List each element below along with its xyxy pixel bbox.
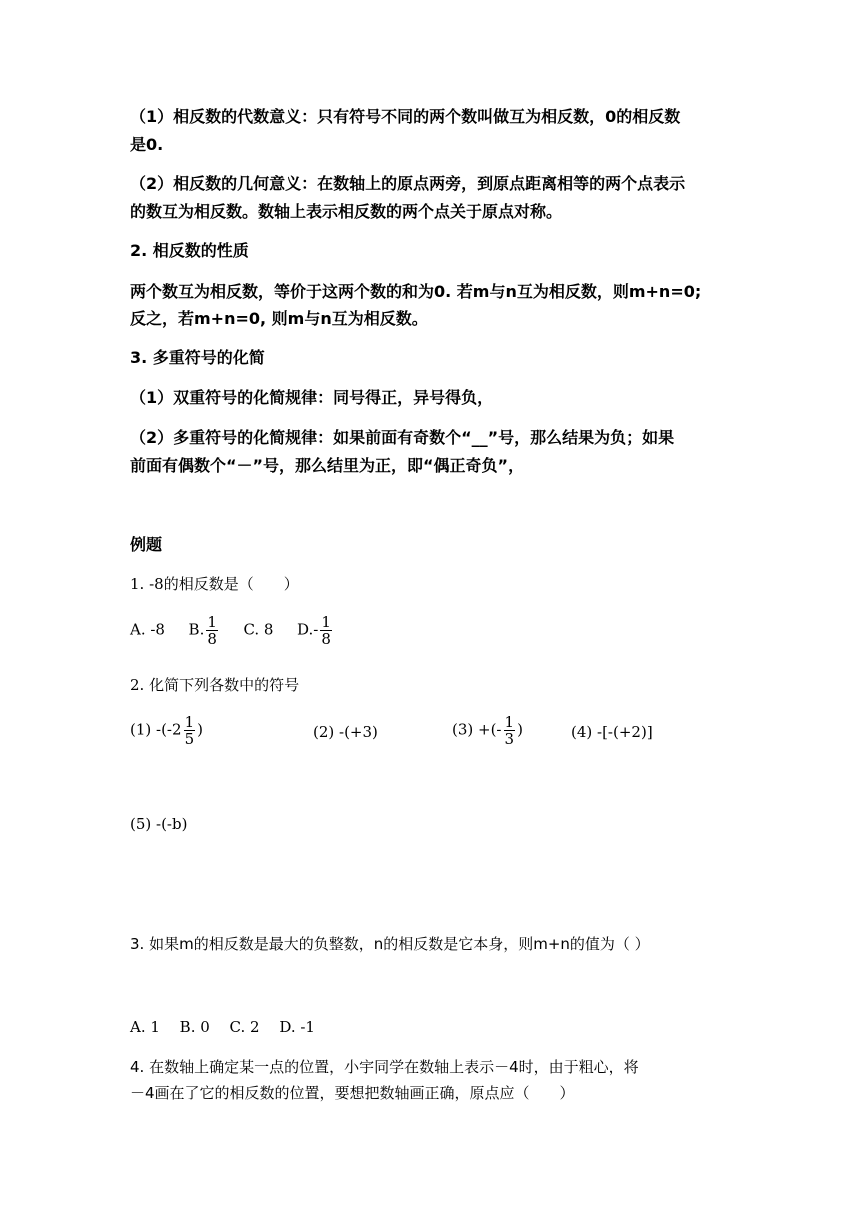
option-d-label: D.- bbox=[297, 620, 319, 639]
question-2-item-3: (3) +(- $\frac{1}{3}$ ) bbox=[452, 713, 523, 748]
question-2-stem: 2. 化简下列各数中的符号 bbox=[130, 676, 300, 694]
option-a: A. -8 bbox=[130, 620, 165, 639]
fraction-one-eighth-negative: $\frac{1}{8}$ bbox=[321, 613, 331, 648]
paragraph-properties-line1: 两个数互为相反数，等价于这两个数的和为0. 若m与n互为相反数，则m+n=0; bbox=[130, 282, 702, 301]
question-3-stem: 3. 如果m的相反数是最大的负整数，n的相反数是它本身，则m+n的值为（ ） bbox=[130, 935, 650, 953]
paragraph-properties-line2: 反之，若m+n=0, 则m与n互为相反数。 bbox=[130, 309, 428, 328]
fraction-one-fifth: $\frac{1}{5}$ bbox=[184, 713, 195, 748]
question-2-item-2: (2) -(+3) bbox=[313, 723, 378, 741]
paragraph-double-sign-rule: （1）双重符号的化简规律：同号得正，异号得负， bbox=[130, 388, 494, 407]
heading-properties: 2. 相反数的性质 bbox=[130, 241, 249, 260]
paragraph-geometric-meaning-line2: 的数互为相反数。数轴上表示相反数的两个点关于原点对称。 bbox=[130, 202, 563, 221]
heading-multiple-signs: 3. 多重符号的化简 bbox=[130, 348, 265, 367]
question-2-item-1: (1) -(-2 $\frac{1}{5}$ ) bbox=[130, 713, 203, 748]
question-1-stem: 1. -8的相反数是（ ） bbox=[130, 575, 299, 593]
paragraph-multiple-sign-rule-line1: （2）多重符号的化简规律：如果前面有奇数个“__”号，那么结果为负；如果 bbox=[130, 428, 675, 447]
fraction-one-eighth: $\frac{1}{8}$ bbox=[207, 613, 217, 648]
paragraph-algebraic-meaning-line2: 是0. bbox=[130, 135, 164, 154]
option-b-label: B. bbox=[188, 620, 205, 639]
question-2-item-4: (4) -[-(+2)] bbox=[571, 723, 653, 741]
question-4-line2: －4画在了它的相反数的位置，要想把数轴画正确，原点应（ ） bbox=[130, 1084, 575, 1102]
question-1-options bbox=[130, 614, 740, 647]
option-c: C. 8 bbox=[243, 620, 274, 639]
heading-examples: 例题 bbox=[130, 535, 163, 554]
paragraph-multiple-sign-rule-line2: 前面有偶数个“－”号，那么结里为正，即“偶正奇负”， bbox=[130, 456, 525, 475]
fraction-one-third: $\frac{1}{3}$ bbox=[504, 713, 515, 748]
paragraph-geometric-meaning-line1: （2）相反数的几何意义：在数轴上的原点两旁，到原点距离相等的两个点表示 bbox=[130, 174, 686, 193]
question-3-options: A. 1 B. 0 C. 2 D. -1 bbox=[130, 1018, 315, 1036]
question-4-line1: 4. 在数轴上确定某一点的位置，小宇同学在数轴上表示－4时，由于粗心，将 bbox=[130, 1058, 639, 1076]
question-2-item-5: (5) -(-b) bbox=[130, 815, 188, 833]
paragraph-algebraic-meaning-line1: （1）相反数的代数意义：只有符号不同的两个数叫做互为相反数，0的相反数 bbox=[130, 107, 681, 126]
